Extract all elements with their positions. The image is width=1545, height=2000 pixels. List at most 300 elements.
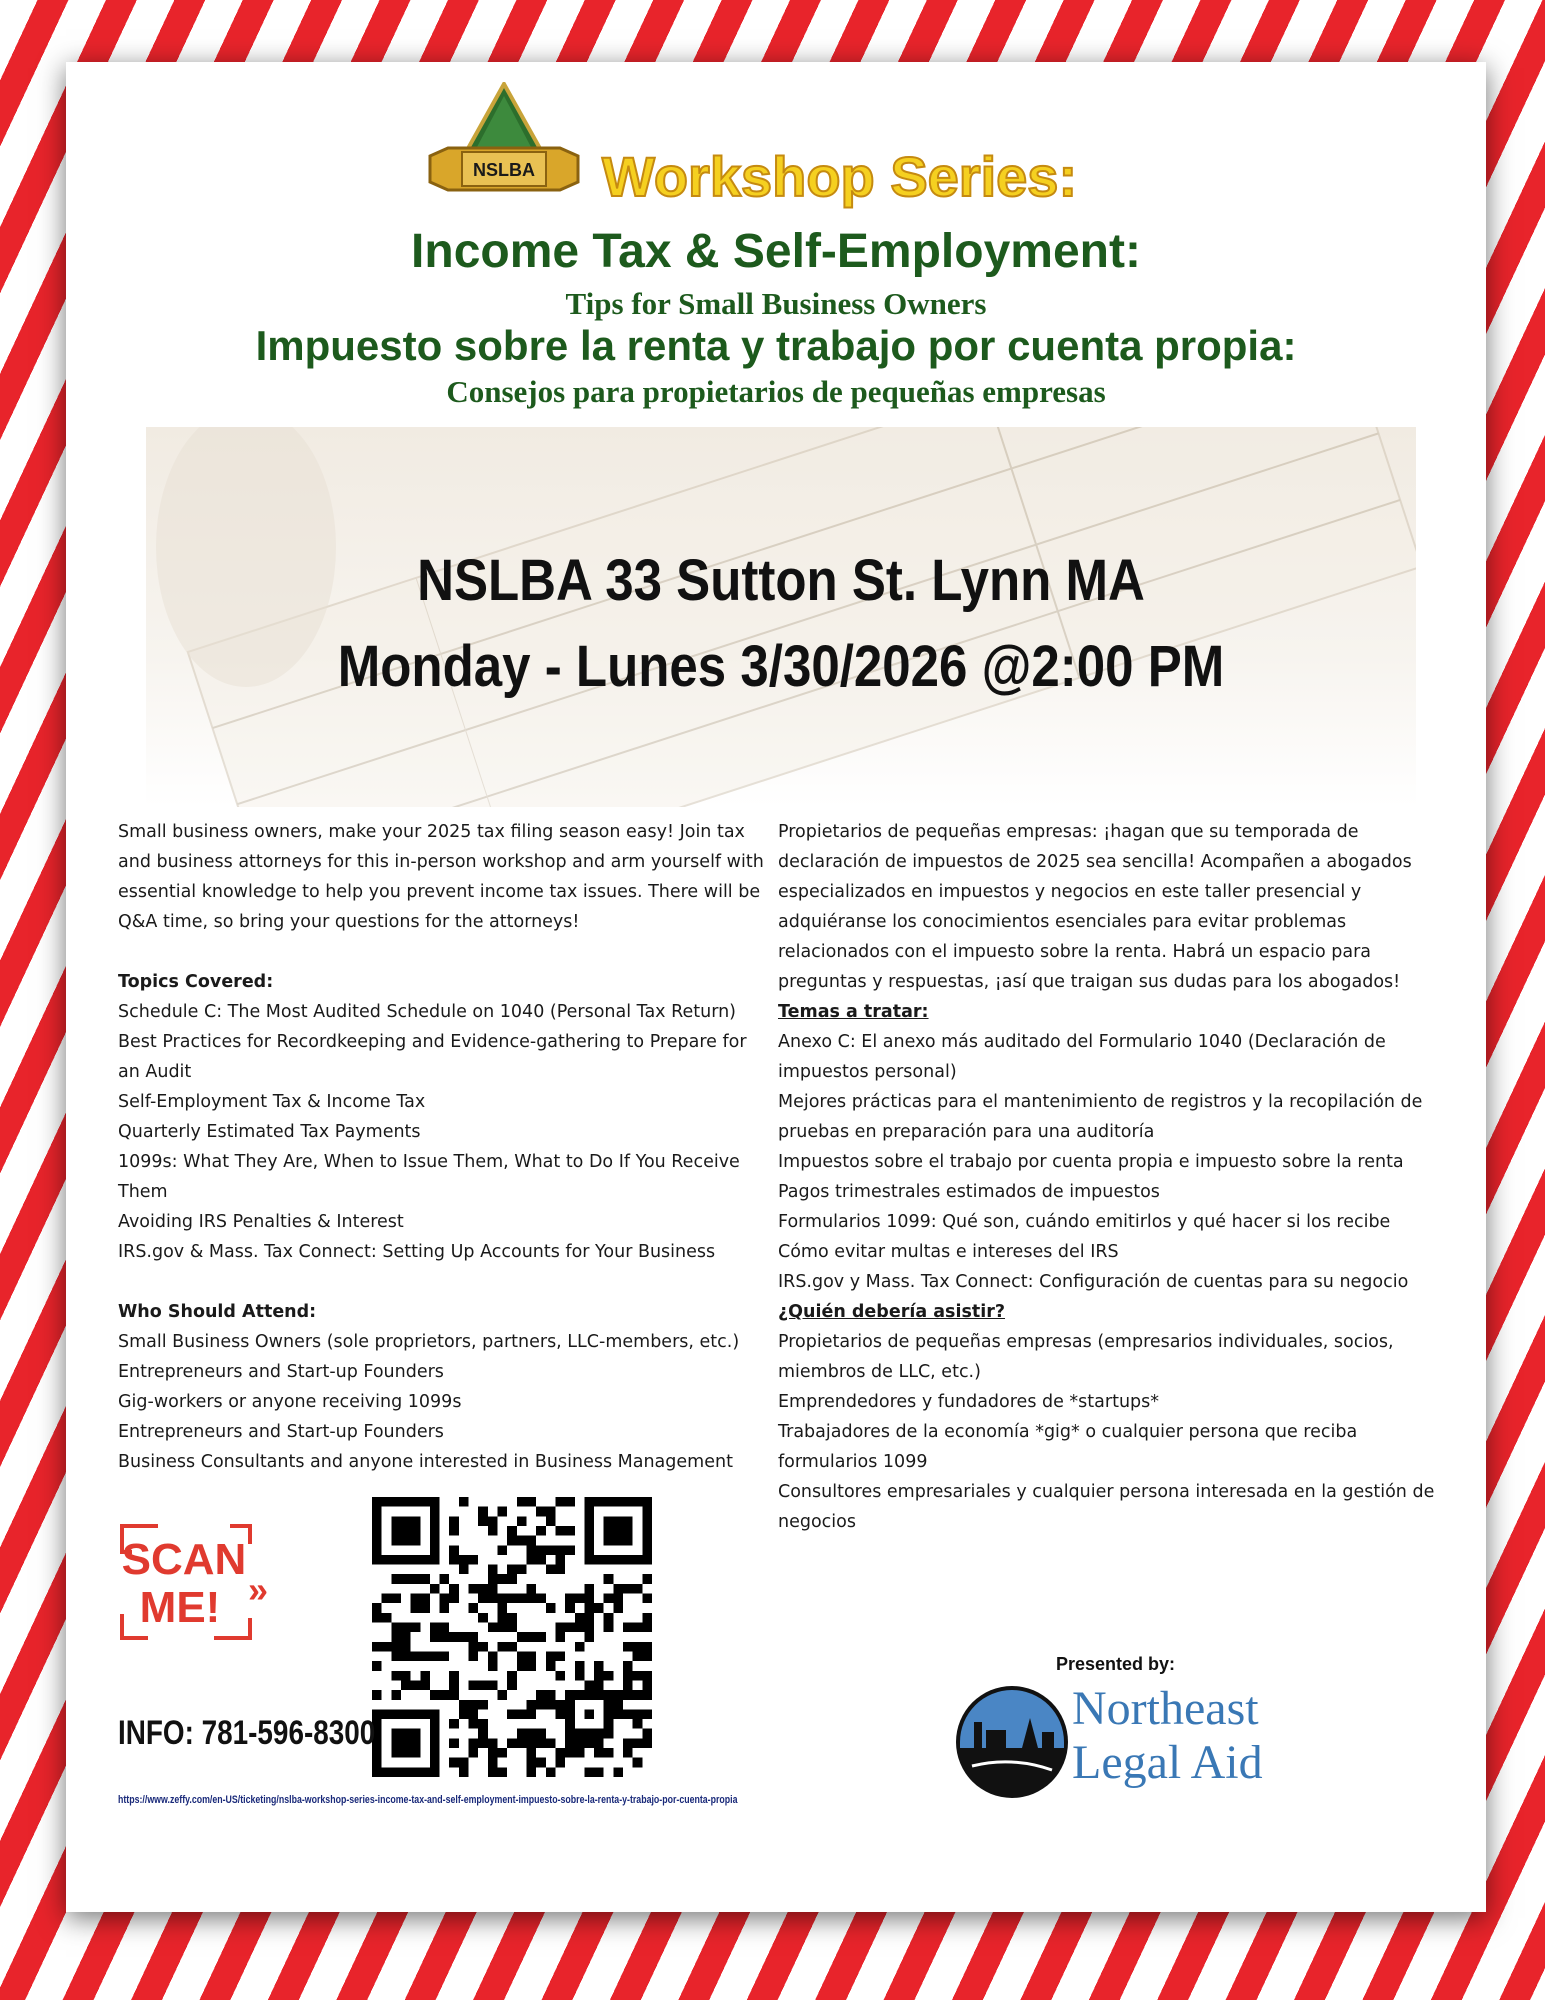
qr-module [623,1738,633,1748]
qr-module [584,1767,594,1777]
qr-module [391,1651,401,1661]
org-line-2: Legal Aid [1072,1736,1263,1789]
qr-module [584,1632,594,1642]
registration-url[interactable]: https://www.zeffy.com/en-US/ticketing/nslba-workshop-series-income-tax-and-self-employment-impuesto-sobre-la-renta-y-trabajo-por-cuenta-propia [118,1794,738,1806]
qr-module [555,1545,565,1555]
qr-module [507,1709,517,1719]
qr-module [594,1767,604,1777]
qr-module [469,1700,479,1710]
qr-module [642,1671,652,1681]
qr-module [391,1623,401,1633]
qr-module [440,1594,450,1604]
qr-module [623,1680,633,1690]
qr-module [565,1594,575,1604]
qr-module [526,1738,536,1748]
qr-module [449,1594,459,1604]
qr-module [526,1729,536,1739]
qr-module [526,1651,536,1661]
qr-module [430,1623,440,1633]
qr-module [555,1632,565,1642]
qr-module [449,1738,459,1748]
qr-module [555,1565,565,1575]
qr-module [594,1661,604,1671]
attendee-item: Small Business Owners (sole proprietors, partners, LLC-members, etc.) [118,1332,740,1352]
qr-module [623,1642,633,1652]
qr-module [536,1555,546,1565]
qr-module [449,1690,459,1700]
qr-module [536,1594,546,1604]
topic-item: IRS.gov & Mass. Tax Connect: Setting Up Accounts for Your Business [118,1242,716,1262]
scan-me-badge [118,1522,268,1642]
qr-module [546,1661,556,1671]
qr-module [642,1651,652,1661]
topic-item: Self-Employment Tax & Income Tax [118,1092,426,1112]
qr-module [546,1738,556,1748]
info-phone: INFO: 781-596-8300 [118,1714,376,1752]
qr-module [469,1555,479,1565]
qr-module [372,1661,382,1671]
qr-module [449,1632,459,1642]
qr-module [642,1709,652,1719]
qr-module [382,1594,392,1604]
qr-module [420,1594,430,1604]
qr-module [440,1623,450,1633]
qr-module [642,1574,652,1584]
qr-module [440,1603,450,1613]
qr-module [565,1623,575,1633]
qr-module [613,1709,623,1719]
qr-module [401,1642,411,1652]
qr-module [536,1632,546,1642]
event-venue: NSLBA 33 Sutton St. Lynn MA [417,548,1145,613]
qr-module [498,1690,508,1700]
qr-module [517,1729,527,1739]
qr-module [575,1671,585,1681]
qr-module [430,1632,440,1642]
qr-module [507,1526,517,1536]
qr-module [604,1613,614,1623]
topics-heading-english: Topics Covered: [118,972,274,992]
qr-module [613,1767,623,1777]
qr-module [633,1651,643,1661]
qr-module [507,1613,517,1623]
qr-module [565,1603,575,1613]
english-column [118,817,768,1477]
qr-module [488,1574,498,1584]
qr-module [642,1729,652,1739]
qr-module [526,1584,536,1594]
qr-module [623,1584,633,1594]
qr-module [469,1719,479,1729]
intro-english: Small business owners, make your 2025 tax filing season easy! Join tax and business attorneys for this in-person workshop and arm yourself with essential knowledge to help you prevent income tax issues. There will be Q&A time, so bring your questions for the attorneys! [118,822,764,932]
attendee-item: Gig-workers or anyone receiving 1099s [118,1392,462,1412]
qr-module [420,1651,430,1661]
spanish-column [778,817,1438,1537]
qr-module [459,1767,469,1777]
qr-module [507,1738,517,1748]
qr-module [411,1623,421,1633]
qr-module [575,1661,585,1671]
qr-module [498,1767,508,1777]
scan-arrow-icon: » [247,1569,268,1610]
qr-module [633,1719,643,1729]
qr-module [642,1738,652,1748]
qr-module [555,1709,565,1719]
attendee-item: Emprendedores y fundadores de *startups* [778,1392,1160,1412]
qr-module [546,1767,556,1777]
qr-module [391,1671,401,1681]
topic-item: 1099s: What They Are, When to Issue Them, What to Do If You Receive Them [118,1152,740,1202]
qr-module [526,1632,536,1642]
qr-module [372,1642,382,1652]
qr-module [555,1526,565,1536]
qr-module [613,1603,623,1613]
attend-heading-english: Who Should Attend: [118,1302,317,1322]
attendee-item: Propietarios de pequeñas empresas (empresarios individuales, socios, miembros de LLC, etc.) [778,1332,1394,1382]
topic-item: Mejores prácticas para el mantenimiento de registros y la recopilación de pruebas en preparación para una auditoría [778,1092,1423,1142]
qr-module [498,1623,508,1633]
qr-module [391,1594,401,1604]
logo-text: NSLBA [473,160,535,180]
qr-module [372,1603,382,1613]
qr-module [594,1680,604,1690]
qr-module [642,1642,652,1652]
qr-module [401,1623,411,1633]
qr-module [488,1526,498,1536]
qr-module [391,1516,420,1545]
qr-module [449,1526,459,1536]
qr-module [604,1623,614,1633]
qr-module [469,1748,479,1758]
qr-module [633,1758,643,1768]
qr-module [517,1594,527,1604]
qr-module [517,1651,527,1661]
qr-module [478,1738,488,1748]
qr-module [642,1594,652,1604]
qr-module [430,1690,440,1700]
qr-module [469,1680,479,1690]
qr-module [430,1651,440,1661]
qr-module [565,1497,575,1507]
qr-module [507,1536,517,1546]
qr-module [517,1536,527,1546]
topics-heading-spanish: Temas a tratar: [778,1002,929,1022]
qr-module [449,1545,459,1555]
attendee-item: Entrepreneurs and Start-up Founders [118,1422,444,1442]
qr-module [449,1758,459,1768]
qr-module [613,1700,623,1710]
qr-module [391,1632,401,1642]
topic-item: Avoiding IRS Penalties & Interest [118,1212,404,1232]
subtitle-english: Tips for Small Business Owners [565,286,987,321]
qr-module [469,1709,479,1719]
qr-module [372,1613,382,1623]
qr-module [411,1603,421,1613]
qr-module [584,1680,594,1690]
attendee-item: Consultores empresariales y cualquier persona interesada en la gestión de negocios [778,1482,1435,1532]
attendee-item: Business Consultants and anyone interested in Business Management [118,1452,733,1472]
qr-module [478,1680,488,1690]
intro-spanish: Propietarios de pequeñas empresas: ¡hagan que su temporada de declaración de impuestos de 2025 sea sencilla! Acompañen a abogados especializados en impuestos y negocios en este taller presencial y adquiéranse los conocimientos esenciales para evitar problemas relacionados con el impuesto sobre la renta. Habrá un espacio para preguntas y respuestas, ¡así que traigan sus dudas para los abogados! [778,822,1412,992]
qr-code[interactable] [372,1492,652,1782]
qr-module [565,1748,575,1758]
qr-module [555,1748,565,1758]
qr-module [555,1623,565,1633]
qr-module [526,1700,536,1710]
qr-module [440,1632,450,1642]
qr-module [459,1555,469,1565]
qr-module [555,1497,565,1507]
attendee-item: Entrepreneurs and Start-up Founders [118,1362,444,1382]
qr-module [459,1632,469,1642]
tax-form-illustration [146,427,1416,807]
qr-module [555,1555,565,1565]
qr-module [478,1700,488,1710]
qr-module [469,1642,479,1652]
scan-text: SCAN [121,1535,247,1584]
qr-module [440,1574,450,1584]
topic-item: Cómo evitar multas e intereses del IRS [778,1242,1119,1262]
qr-module [469,1584,479,1594]
qr-module [584,1738,594,1748]
qr-module [449,1680,459,1690]
qr-module [420,1574,430,1584]
qr-module [478,1719,488,1729]
presented-by-label: Presented by: [1056,1654,1176,1674]
qr-module [565,1526,575,1536]
qr-module [546,1545,556,1555]
qr-module [536,1526,546,1536]
qr-module [594,1738,604,1748]
qr-module [526,1497,536,1507]
qr-module [507,1574,517,1584]
qr-module [584,1594,594,1604]
qr-module [507,1623,517,1633]
topic-item: Anexo C: El anexo más auditado del Formulario 1040 (Declaración de impuestos personal) [778,1032,1386,1082]
qr-module [536,1507,546,1517]
qr-module [536,1738,546,1748]
qr-module [498,1545,508,1555]
qr-module [594,1671,604,1681]
qr-module [633,1642,643,1652]
qr-module [449,1516,459,1526]
topic-item: Schedule C: The Most Audited Schedule on 1040 (Personal Tax Return) [118,1002,737,1022]
qr-module [526,1594,536,1604]
qr-module [488,1623,498,1633]
attend-heading-spanish: ¿Quién debería asistir? [778,1302,1006,1322]
qr-module [517,1709,527,1719]
qr-module [488,1748,498,1758]
qr-module [575,1613,585,1623]
qr-module [536,1700,546,1710]
qr-module [623,1690,633,1700]
qr-module [604,1594,614,1604]
qr-module [526,1758,536,1768]
qr-module [440,1690,450,1700]
qr-module [604,1516,633,1545]
qr-module [459,1497,469,1507]
qr-module [526,1555,536,1565]
qr-module [498,1748,508,1758]
series-title: Workshop Series: [602,145,1078,208]
qr-module [526,1767,536,1777]
qr-module [449,1671,459,1681]
qr-module [488,1680,498,1690]
qr-module [411,1680,421,1690]
qr-module [623,1671,633,1681]
qr-module [623,1623,633,1633]
qr-module [391,1574,401,1584]
qr-module [526,1661,536,1671]
qr-module [526,1545,536,1555]
qr-module [478,1642,488,1652]
qr-module [555,1758,565,1768]
qr-module [488,1565,498,1575]
qr-module [536,1545,546,1555]
qr-module [498,1594,508,1604]
qr-module [459,1709,469,1719]
qr-module [488,1651,498,1661]
topic-item: Pagos trimestrales estimados de impuestos [778,1182,1160,1202]
qr-module [604,1671,614,1681]
qr-module [526,1536,536,1546]
qr-module [584,1584,594,1594]
qr-module [623,1709,633,1719]
qr-module [488,1594,498,1604]
qr-module [391,1690,401,1700]
qr-module [469,1738,479,1748]
qr-module [488,1516,498,1526]
qr-module [449,1719,459,1729]
qr-module [536,1729,546,1739]
qr-module [478,1613,488,1623]
qr-module [546,1603,556,1613]
qr-module [391,1729,420,1758]
qr-module [507,1594,517,1604]
topic-item: Impuestos sobre el trabajo por cuenta propia e impuesto sobre la renta [778,1152,1404,1172]
qr-module [507,1671,517,1681]
qr-module [459,1700,469,1710]
nslba-logo [426,82,582,202]
qr-module [507,1642,517,1652]
qr-module [575,1594,585,1604]
qr-module [536,1690,546,1700]
qr-module [594,1603,604,1613]
qr-module [488,1738,498,1748]
qr-module [613,1594,623,1604]
qr-module [555,1651,565,1661]
qr-module [642,1680,652,1690]
subtitle-spanish: Consejos para propietarios de pequeñas empresas [446,374,1106,409]
topic-item: Best Practices for Recordkeeping and Evidence-gathering to Prepare for an Audit [118,1032,747,1082]
qr-module [536,1758,546,1768]
qr-module [642,1690,652,1700]
qr-module [633,1738,643,1748]
qr-module [575,1642,585,1652]
qr-module [546,1690,556,1700]
qr-module [498,1642,508,1652]
qr-module [642,1623,652,1633]
event-date: Monday - Lunes 3/30/2026 @2:00 PM [337,634,1225,699]
qr-module [440,1651,450,1661]
qr-module [613,1690,623,1700]
qr-module [401,1574,411,1584]
title-english: Income Tax & Self-Employment: [411,225,1141,278]
qr-module [411,1594,421,1604]
qr-module [391,1642,401,1652]
qr-module [526,1748,536,1758]
qr-module [498,1603,508,1613]
qr-module [623,1661,633,1671]
qr-module [546,1565,556,1575]
qr-module [546,1507,556,1517]
flyer [66,62,1486,1912]
qr-module [594,1748,604,1758]
qr-module [488,1758,498,1768]
qr-module [633,1623,643,1633]
qr-module [633,1709,643,1719]
qr-module [604,1574,614,1584]
qr-module [459,1758,469,1768]
qr-module [565,1738,575,1748]
qr-module [517,1497,527,1507]
qr-module [517,1661,527,1671]
qr-module [517,1738,527,1748]
qr-module [478,1507,488,1517]
qr-module [382,1642,392,1652]
qr-module [633,1584,643,1594]
qr-module [449,1555,459,1565]
qr-module [478,1584,488,1594]
qr-module [401,1651,411,1661]
qr-module [546,1651,556,1661]
qr-module [498,1574,508,1584]
qr-module [584,1613,594,1623]
qr-module [478,1729,488,1739]
qr-module [642,1613,652,1623]
qr-module [555,1671,565,1681]
qr-module [411,1651,421,1661]
qr-module [584,1623,594,1633]
qr-module [565,1545,575,1555]
topic-item: Formularios 1099: Qué son, cuándo emitirlos y qué hacer si los recibe [778,1212,1391,1232]
qr-module [517,1632,527,1642]
qr-module [575,1623,585,1633]
qr-module [546,1700,556,1710]
qr-module [430,1584,440,1594]
qr-module [526,1709,536,1719]
qr-module [449,1584,459,1594]
qr-module [498,1507,508,1517]
qr-module [604,1748,614,1758]
qr-module [507,1565,517,1575]
qr-module [469,1651,479,1661]
qr-module [507,1680,517,1690]
qr-module [420,1603,430,1613]
qr-module [382,1613,392,1623]
qr-module [498,1613,508,1623]
qr-module [633,1671,643,1681]
title-spanish: Impuesto sobre la renta y trabajo por cuenta propia: [255,322,1297,369]
qr-module [469,1603,479,1613]
me-text: ME! [139,1583,221,1632]
qr-module [613,1584,623,1594]
qr-module [584,1709,594,1719]
qr-module [420,1671,430,1681]
org-line-1: Northeast [1072,1682,1259,1735]
qr-module [488,1584,498,1594]
qr-module [488,1767,498,1777]
